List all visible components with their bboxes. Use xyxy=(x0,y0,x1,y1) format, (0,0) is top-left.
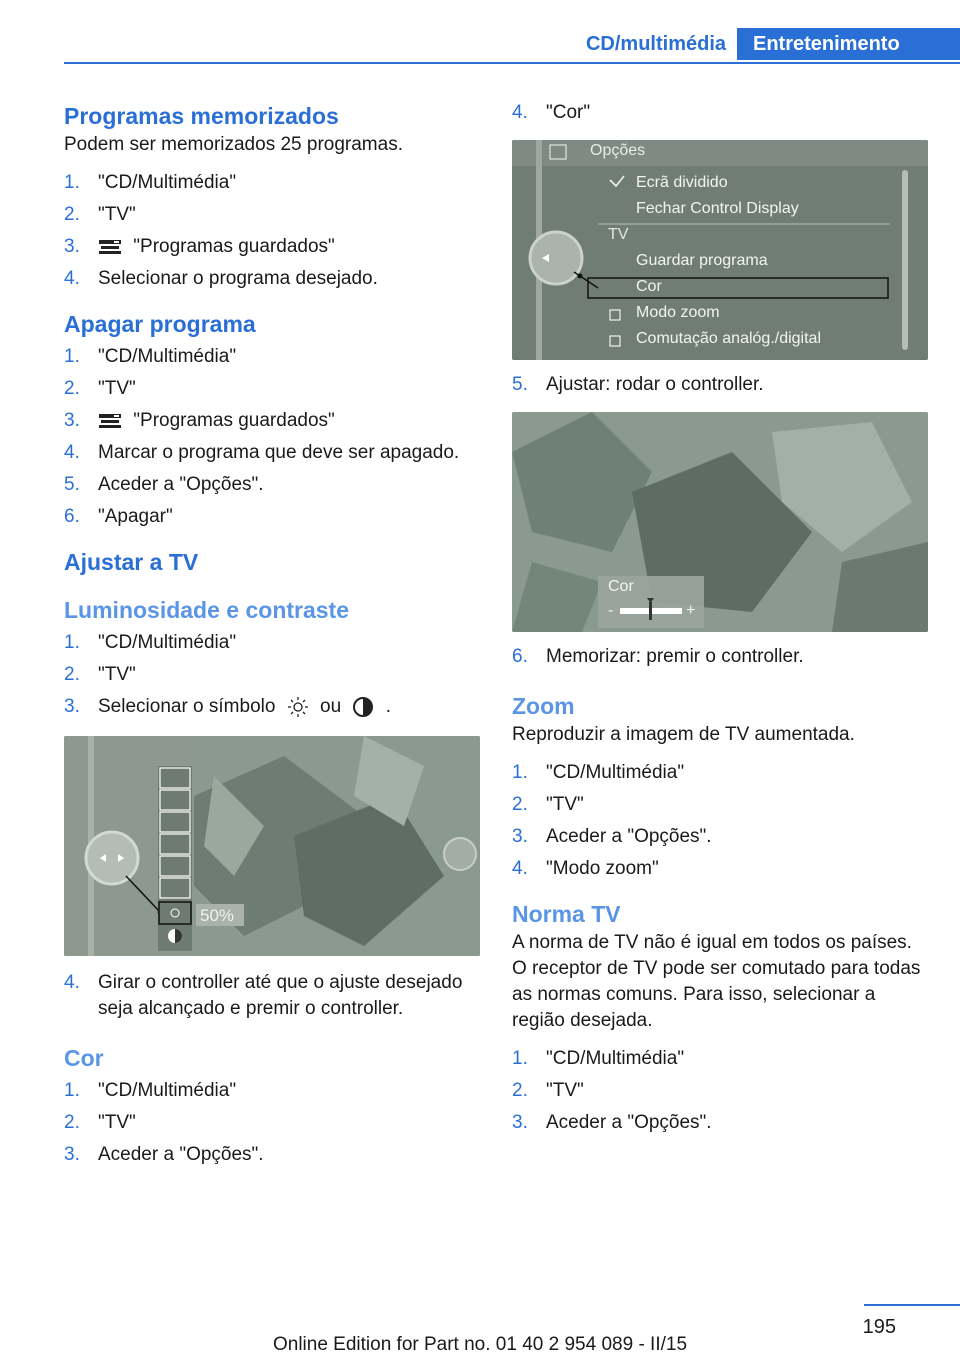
menu-item-guardar[interactable]: Guardar programa xyxy=(636,252,768,269)
right-column xyxy=(512,100,928,1142)
footer-rule xyxy=(864,1304,960,1306)
saved-programs-icon xyxy=(98,238,122,256)
list-item: 3. "Programas guardados" xyxy=(64,410,335,431)
list-item: 1. "CD/Multimédia" xyxy=(64,1080,237,1101)
edition-text: Online Edition for Part no. 01 40 2 954 089 - II/15 xyxy=(272,1334,688,1355)
list-item: 2. "TV" xyxy=(512,794,584,815)
norma-steps xyxy=(512,1046,928,1136)
programas-intro: Podem ser memorizados 25 programas. xyxy=(64,134,403,155)
menu-item-cor[interactable]: Cor xyxy=(636,278,662,295)
list-item: 1. "CD/Multimédia" xyxy=(64,632,237,653)
list-item: 4. "Modo zoom" xyxy=(512,858,659,879)
section-title-programas: Programas memorizados xyxy=(64,103,339,129)
ajustar-step-4 xyxy=(64,970,480,1022)
tv-image-background xyxy=(512,412,928,632)
list-item: 6. "Apagar" xyxy=(64,506,173,527)
tv-brightness-screenshot xyxy=(64,736,480,956)
subsection-title-norma: Norma TV xyxy=(512,901,621,927)
list-item: 2. "TV" xyxy=(64,1112,136,1133)
slider-label: Cor xyxy=(608,578,634,595)
options-menu-screenshot xyxy=(512,140,928,360)
list-item: 1. "CD/Multimédia" xyxy=(512,762,685,783)
menu-item-fechar[interactable]: Fechar Control Display xyxy=(636,200,799,217)
subsection-title-cor: Cor xyxy=(64,1045,104,1071)
cor-step-4 xyxy=(512,100,928,126)
subsection-title-luminosidade: Luminosidade e contraste xyxy=(64,597,350,623)
left-column xyxy=(64,100,480,1174)
color-slider-screenshot xyxy=(512,412,928,632)
list-item: 4. Girar o controller até que o ajuste desejado seja alcançado e premir o controller. xyxy=(64,972,463,1019)
cor-step-5 xyxy=(512,372,928,398)
menu-item-comutacao[interactable]: Comutação analóg./digital xyxy=(636,330,822,347)
apagar-steps xyxy=(64,344,480,530)
list-item: 5. Aceder a "Opções". xyxy=(64,474,264,495)
list-item: 1. "CD/Multimédia" xyxy=(512,1048,685,1069)
ajustar-steps xyxy=(64,630,480,720)
header-section: CD/multimédia xyxy=(585,33,727,55)
brightness-value: 50% xyxy=(200,906,235,925)
list-item: 1. "CD/Multimédia" xyxy=(64,346,237,367)
contrast-icon xyxy=(352,696,374,718)
list-item: 2. "TV" xyxy=(64,664,136,685)
section-title-apagar: Apagar programa xyxy=(64,311,256,337)
menu-title: Opções xyxy=(590,142,646,159)
section-title-ajustar: Ajustar a TV xyxy=(64,549,199,575)
list-item: 6. Memorizar: premir o controller. xyxy=(512,646,804,667)
list-item: 3. Aceder a "Opções". xyxy=(512,826,712,847)
menu-section-tv: TV xyxy=(608,226,629,243)
list-item: 5. Ajustar: rodar o controller. xyxy=(512,374,764,395)
subsection-title-zoom: Zoom xyxy=(512,693,575,719)
list-item: 2. "TV" xyxy=(512,1080,584,1101)
list-item: 3. Aceder a "Opções". xyxy=(64,1144,264,1165)
header-chapter-tab: Entretenimento xyxy=(737,28,960,60)
tv-image-background xyxy=(64,736,480,956)
list-item: 3. "Programas guardados" xyxy=(64,236,335,257)
menu-item-modo-zoom[interactable]: Modo zoom xyxy=(636,304,720,321)
list-item: 4. "Cor" xyxy=(512,102,591,123)
list-item: 4. Marcar o programa que deve ser apagado. xyxy=(64,442,460,463)
programas-steps xyxy=(64,170,480,292)
slider-minus: - xyxy=(608,602,614,619)
zoom-steps xyxy=(512,760,928,882)
list-item: 1. "CD/Multimédia" xyxy=(64,172,237,193)
list-item: 2. "TV" xyxy=(64,204,136,225)
list-item: 3. Aceder a "Opções". xyxy=(512,1112,712,1133)
menu-background xyxy=(512,140,928,360)
list-item: 2. "TV" xyxy=(64,378,136,399)
zoom-intro: Reproduzir a imagem de TV aumentada. xyxy=(512,724,855,745)
saved-programs-icon xyxy=(98,412,122,430)
page-number: 195 xyxy=(862,1316,896,1338)
cor-step-6 xyxy=(512,644,928,670)
norma-intro: A norma de TV não é igual em todos os países. O receptor de TV pode ser comutado para todas as normas comuns. Para isso, selecionar a região desejada. xyxy=(512,932,921,1031)
brightness-icon xyxy=(287,696,309,718)
list-item: 4. Selecionar o programa desejado. xyxy=(64,268,378,289)
list-item: 3. Selecionar o símbolo ou . xyxy=(64,696,391,717)
slider-plus: + xyxy=(686,602,696,619)
cor-steps xyxy=(64,1078,480,1168)
menu-item-ecra-dividido[interactable]: Ecrã dividido xyxy=(636,174,728,191)
header-rule xyxy=(64,62,960,64)
